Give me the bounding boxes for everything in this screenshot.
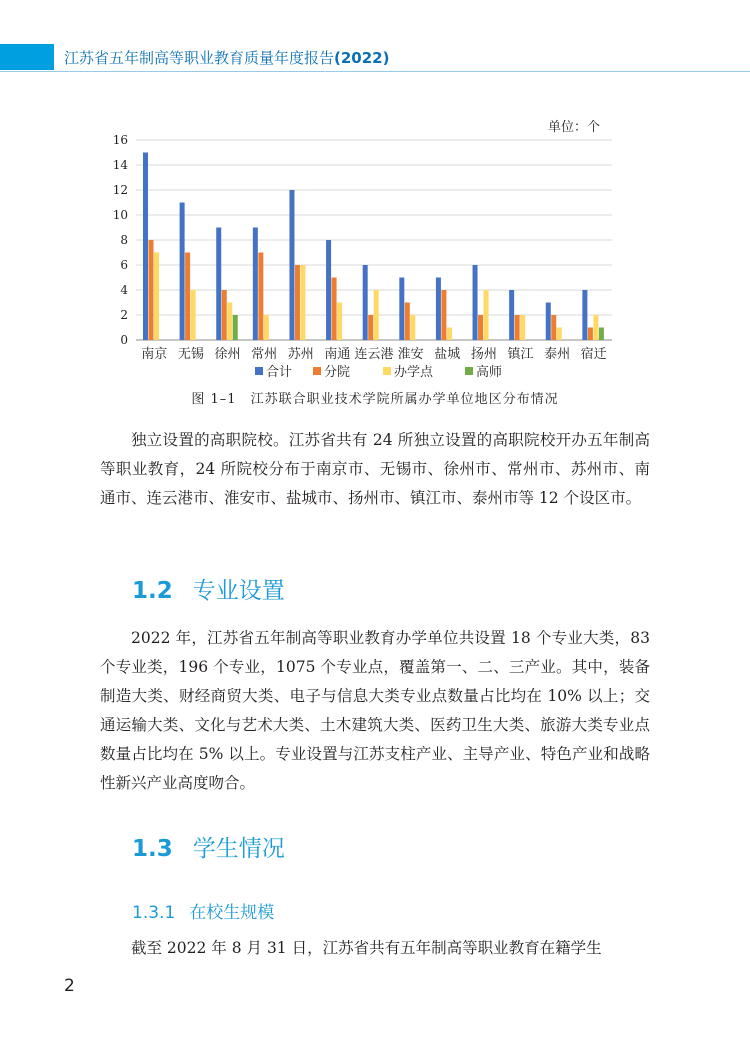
section-heading-1-2 <box>132 572 285 605</box>
bar-total <box>436 278 441 341</box>
bar-total <box>509 290 514 340</box>
bar-site <box>520 315 525 340</box>
y-tick-label: 16 <box>112 133 128 147</box>
page-number: 2 <box>64 976 75 996</box>
legend-label: 分院 <box>324 365 351 380</box>
x-tick-label: 宿迁 <box>580 347 607 362</box>
bar-site <box>447 328 452 341</box>
bar-branch <box>185 253 190 341</box>
bar-site <box>300 265 305 340</box>
bar-total <box>216 228 221 341</box>
x-tick-label: 连云港 <box>354 347 394 362</box>
bar-teacher <box>599 328 604 341</box>
section-title: 专业设置 <box>192 578 285 604</box>
subsection-title: 在校生规模 <box>189 903 275 923</box>
bar-chart <box>0 0 750 420</box>
bar-site <box>191 290 196 340</box>
legend-swatch-teacher <box>465 367 473 375</box>
bar-site <box>337 303 342 341</box>
y-tick-label: 14 <box>112 158 128 172</box>
y-tick-label: 2 <box>120 308 128 322</box>
legend-label: 高师 <box>476 365 503 380</box>
y-tick-label: 4 <box>120 283 128 297</box>
legend-swatch-branch <box>313 367 321 375</box>
y-tick-label: 12 <box>112 183 128 197</box>
bar-branch <box>222 290 227 340</box>
x-tick-label: 苏州 <box>287 347 314 362</box>
bar-branch <box>258 253 263 341</box>
bar-site <box>227 303 232 341</box>
subsection-number: 1.3.1 <box>132 903 176 923</box>
y-tick-label: 6 <box>120 258 128 272</box>
bar-branch <box>441 290 446 340</box>
bar-total <box>180 203 185 341</box>
subsection-heading-1-3-1 <box>132 898 274 923</box>
bar-site <box>484 290 489 340</box>
bar-total <box>473 265 478 340</box>
section-number: 1.3 <box>132 836 173 862</box>
bar-site <box>374 290 379 340</box>
legend-swatch-total <box>255 367 263 375</box>
bar-total <box>326 240 331 340</box>
bar-branch <box>149 240 154 340</box>
chart-unit-label: 单位：个 <box>547 120 600 135</box>
bar-branch <box>368 315 373 340</box>
bar-site <box>410 315 415 340</box>
x-tick-label: 泰州 <box>544 347 571 362</box>
bar-site <box>264 315 269 340</box>
section-number: 1.2 <box>132 578 173 604</box>
bar-total <box>546 303 551 341</box>
bar-teacher <box>233 315 238 340</box>
figure-caption: 图 1–1 江苏联合职业技术学院所属办学单位地区分布情况 <box>191 392 559 407</box>
x-tick-label: 常州 <box>251 347 278 362</box>
bar-total <box>253 228 258 341</box>
bar-total <box>363 265 368 340</box>
y-tick-label: 0 <box>120 333 128 347</box>
bar-site <box>154 253 159 341</box>
bar-site <box>557 328 562 341</box>
bar-total <box>399 278 404 341</box>
paragraph-independent-colleges: 独立设置的高职院校。江苏省共有 24 所独立设置的高职院校开办五年制高等职业教育，24 所院校分布于南京市、无锡市、徐州市、常州市、苏州市、南通市、连云港市、淮安市、盐城市、扬州市、镇江市、泰州市等 12 个设区市。 <box>100 431 650 507</box>
x-tick-label: 盐城 <box>434 347 461 362</box>
y-tick-label: 10 <box>112 208 128 222</box>
bar-branch <box>515 315 520 340</box>
y-tick-label: 8 <box>120 233 128 247</box>
bar-branch <box>478 315 483 340</box>
legend-label: 合计 <box>266 365 293 380</box>
legend-swatch-site <box>383 367 391 375</box>
legend-label: 办学点 <box>394 365 434 380</box>
bar-site <box>593 315 598 340</box>
x-tick-label: 淮安 <box>397 347 424 362</box>
x-tick-label: 徐州 <box>214 347 241 362</box>
paragraph-majors: 2022 年，江苏省五年制高等职业教育办学单位共设置 18 个专业大类，83 个专业类，196 个专业，1075 个专业点，覆盖第一、二、三产业。其中，装备制造大类、财经商贸大类、电子与信息大类专业点数量占比均在 10% 以上；交通运输大类、文化与艺术大类、土木建筑大类、医药卫生大类、旅游大类专业点数量占比均在 5% 以上。专业设置与江苏支柱产业、主导产业、特色产业和战略性新兴产业高度吻合。 <box>100 629 650 792</box>
header-title-text: 江苏省五年制高等职业教育质量年度报告 <box>64 49 335 67</box>
bar-branch <box>551 315 556 340</box>
bar-branch <box>588 328 593 341</box>
x-tick-label: 无锡 <box>177 347 204 362</box>
x-tick-label: 镇江 <box>507 347 534 362</box>
bar-total <box>143 153 148 341</box>
paragraph-enrollment: 截至 2022 年 8 月 31 日，江苏省共有五年制高等职业教育在籍学生 <box>131 939 602 957</box>
bar-branch <box>332 278 337 341</box>
bar-total <box>289 190 294 340</box>
section-heading-1-3 <box>132 830 285 863</box>
bar-branch <box>295 265 300 340</box>
header-year: (2022) <box>334 49 390 67</box>
x-tick-label: 南通 <box>324 347 351 362</box>
x-tick-label: 扬州 <box>470 347 497 362</box>
bar-total <box>582 290 587 340</box>
bar-branch <box>405 303 410 341</box>
section-title: 学生情况 <box>192 836 285 862</box>
x-tick-label: 南京 <box>141 347 168 362</box>
